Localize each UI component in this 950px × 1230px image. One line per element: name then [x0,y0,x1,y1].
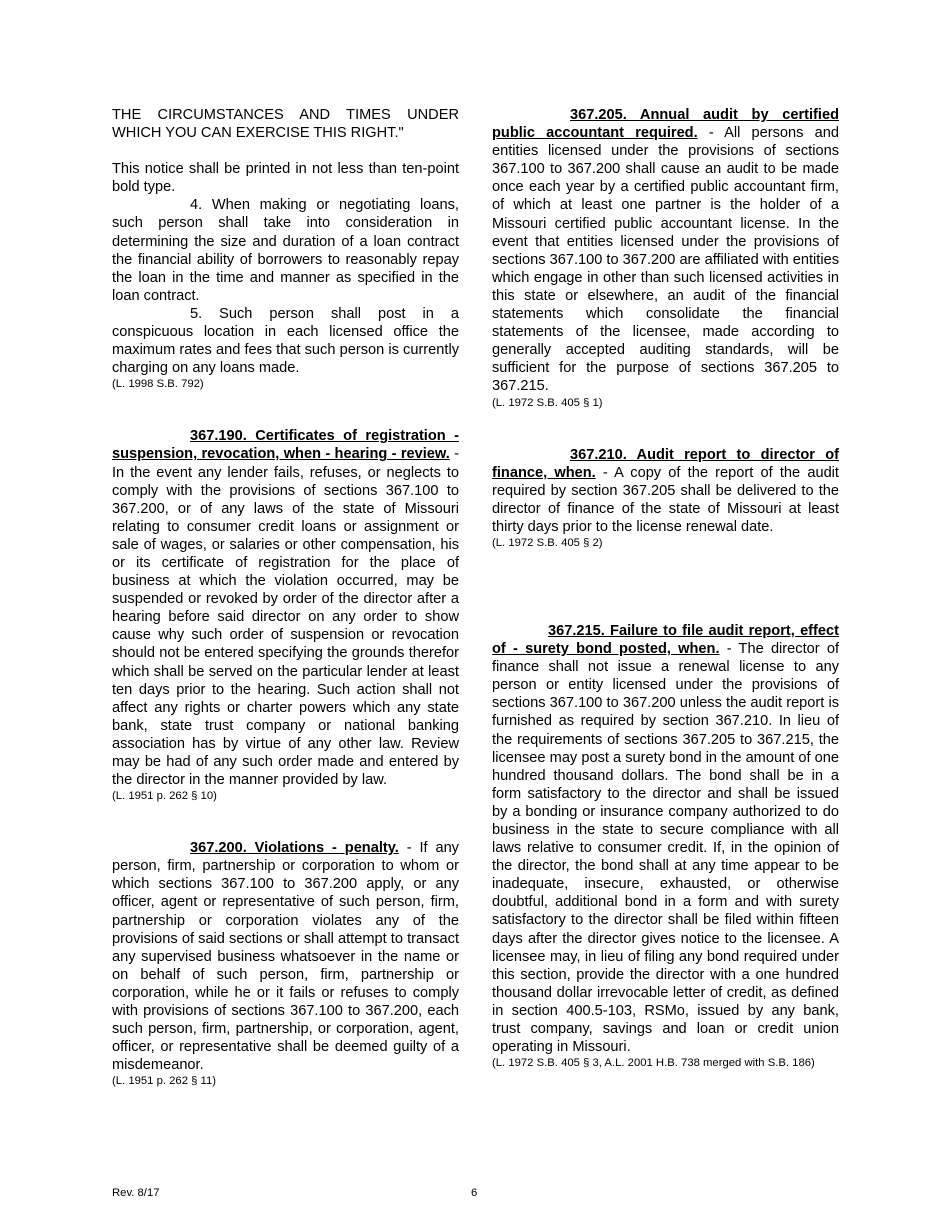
section-367-215 [492,622,839,1056]
section-body: - The director of finance shall not issue a renewal license to any person or entity licensed under the provisions of sections 367.100 to 367.200 unless the audit report is furnished as required by section 367.210. In lieu of the requirements of sections 367.205 to 367.215, the licensee may post a surety bond in the amount of one hundred thousand dollars. The bond shall be in a form satisfactory to the director and shall be issued by a bonding or insurance company authorized to do business in the state to secure compliance with all laws relative to consumer credit. If, in the opinion of the director, the bond shall at any time appear to be inadequate, insecure, exhausted, or otherwise doubtful, additional bond in a form and with surety satisfactory to the director shall be filed within fifteen days after the director gives notice to the licensee. A licensee may, in lieu of filing any bond required under this section, provide the director with a one hundred thousand dollar irrevocable letter of credit, as defined in section 400.5-103, RSMo, issued by any bank, trust company, savings and loan or credit union operating in Missouri. [492,641,840,1056]
citation: (L. 1972 S.B. 405 § 2) [492,536,603,549]
section-heading: 367.210. Audit report to director of finance, when. [492,446,839,481]
citation: (L. 1998 S.B. 792) [112,378,204,391]
section-heading: 367.215. Failure to file audit report, effect of - surety bond posted, when. [492,622,839,658]
section-body: - All persons and entities licensed under the provisions of sections 367.100 to 367.200 shall cause an audit to be made once each year by a certified public accountant firm, of which at least one partner is the holder of a Missouri certified public accountant license. In the event that entities licensed under the provisions of sections 367.100 to 367.200 are affiliated with entities which engage in other than such licensed activities in this state or elsewhere, an audit of the financial statements which consolidate the financial statements of the licensee, made according to generally accepted auditing standards, will be sufficient for the purpose of sections 367.205 to 367.215. [492,125,839,395]
section-367-205 [492,106,839,396]
paragraph-5: 5. Such person shall post in a conspicuous location in each licensed office the maximum rates and fees that such person is currently charging on any loans made. [112,305,459,377]
notice-end-text: THE CIRCUMSTANCES AND TIMES UNDER WHICH YOU CAN EXERCISE THIS RIGHT." [112,107,459,142]
citation: (L. 1972 S.B. 405 § 3, A.L. 2001 H.B. 738 merged with S.B. 186) [492,1057,815,1070]
section-367-210 [492,446,839,536]
section-heading: 367.200. Violations - penalty. [190,840,399,857]
citation: (L. 1951 p. 262 § 10) [112,790,217,803]
citation: (L. 1972 S.B. 405 § 1) [492,396,603,409]
citation: (L. 1951 p. 262 § 11) [112,1075,217,1088]
page-number: 6 [471,1187,478,1199]
section-367-200 [112,839,459,1074]
left-column [112,106,459,1088]
right-column [492,106,839,1070]
section-body: - In the event any lender fails, refuses, or neglects to comply with the provisions of sections 367.100 to 367.200, or of any laws of the state of Missouri relating to consumer credit loans or assignment or sale of wages, or salaries or other compensation, his or its certificate of registration for the place of business at which the violation occurred, may be suspended or revoked by order of the director after a hearing before said director on any order to show cause why such order of suspension or revocation should not be entered specifying the grounds therefor which shall be served on the particular lender at least ten days prior to the hearing. Such action shall not affect any rights or charter powers which any state bank, state trust company or national banking association has by virtue of any other law. Review may be had of any such order made and entered by the director in the manner provided by law. [112,446,459,789]
section-body: - If any person, firm, partnership or corporation to whom or which sections 367.100 to 367.200 apply, or any officer, agent or representative of such person, firm, partnership or corporation violates any of the provisions of said sections or shall attempt to transact any supervised business whatsoever in the name or on behalf of such person, firm, partnership or corporation, while he or it fails or refuses to comply with provisions of sections 367.100 to 367.200, each such person, firm, partnership, or corporation, agent, officer, or representative shall be deemed guilty of a misdemeanor. [112,840,459,1074]
revision-label: Rev. 8/17 [112,1187,160,1199]
section-367-190 [112,427,459,789]
notice-print-text: This notice shall be printed in not less than ten-point bold type. [112,161,459,196]
section-heading: 367.205. Annual audit by certified public accountant required. [492,107,839,142]
section-heading: 367.190. Certificates of registration - suspension, revocation, when - hearing - review. [112,428,459,463]
section-body: - A copy of the report of the audit required by section 367.205 shall be delivered to the director of finance of the state of Missouri at least thirty days prior to the license renewal date. [492,464,839,535]
paragraph-4: 4. When making or negotiating loans, such person shall take into consideration in determining the size and duration of a loan contract the financial ability of borrowers to reasonably repay the loan in the time and manner as specified in the loan contract. [112,197,459,304]
